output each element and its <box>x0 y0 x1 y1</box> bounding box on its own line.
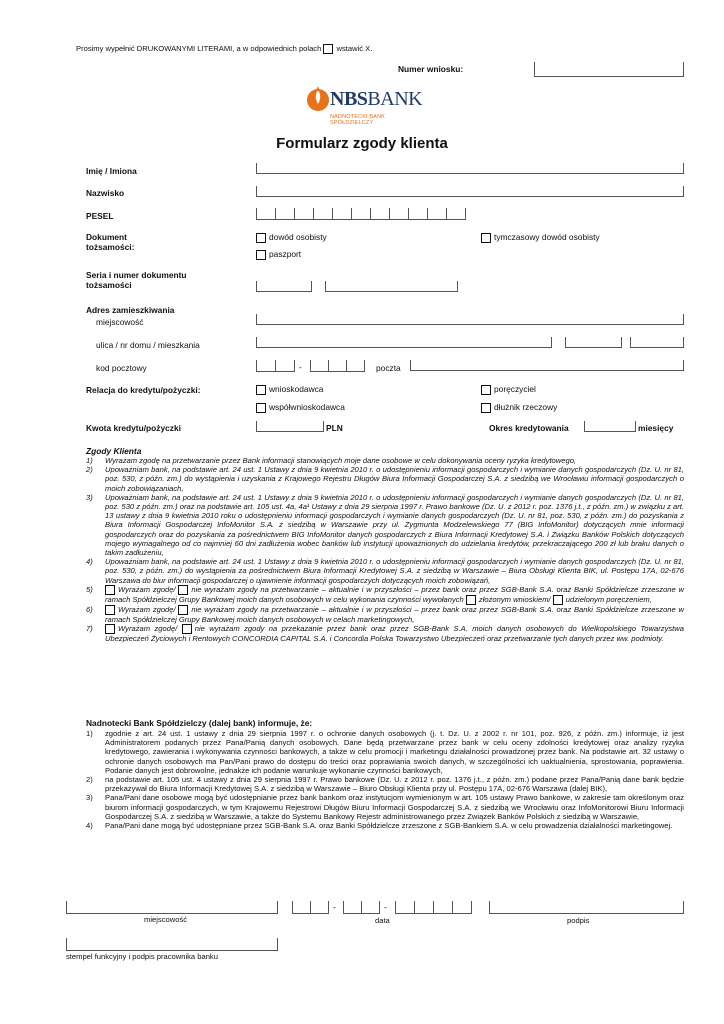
document-series-label <box>86 270 187 290</box>
relation-coapplicant[interactable] <box>256 402 345 413</box>
info-list <box>86 729 684 830</box>
post-office-field[interactable] <box>410 360 684 371</box>
doc-option-passport[interactable] <box>256 249 301 260</box>
info-item <box>86 793 684 821</box>
logo-tagline: NADNOTECKI BANK SPÓŁDZIELCZY <box>330 114 385 126</box>
postal-dash: - <box>299 362 302 372</box>
relation-applicant[interactable] <box>256 384 323 395</box>
logo-emblem-icon <box>306 86 330 112</box>
consent-item <box>86 605 684 624</box>
id-document-label <box>86 232 134 252</box>
request-number-label: Numer wniosku: <box>398 64 464 74</box>
street-field[interactable] <box>256 337 552 348</box>
loan-period-label: Okres kredytowania <box>489 423 569 433</box>
info-item <box>86 821 684 830</box>
id-document-label-line1: Dokument <box>86 232 127 242</box>
date-dash-2: - <box>384 902 387 912</box>
consent5-application-label: złożonym wnioskiem/ <box>478 594 551 604</box>
consent5-disagree-checkbox[interactable] <box>178 585 188 595</box>
city-label: miejscowość <box>96 317 144 327</box>
request-number-field[interactable] <box>534 62 684 77</box>
consent5-agree-checkbox[interactable] <box>105 585 115 595</box>
date-dash-1: - <box>333 902 336 912</box>
doc-option-temp-id[interactable] <box>481 232 600 243</box>
first-name-label: Imię / Imiona <box>86 166 137 176</box>
doc-temp-id-checkbox[interactable] <box>481 233 491 243</box>
bank-stamp-label: stempel funkcyjny i podpis pracownika banku <box>66 952 218 961</box>
consent7-agree-label: Wyrażam zgodę/ <box>118 624 178 634</box>
logo-brand-bold: NBS <box>330 88 368 110</box>
consent5-text: nie wyrażam zgody na przetwarzanie – aktualnie i w przyszłości – przez bank oraz przez SGB-Bank S.A. oraz Banki Spółdzielcze zrzeszone w ramach Spółdzielczej Grupy Bankowej moich danych osobowych w celu wykonania czynności wywołanych <box>105 584 684 604</box>
last-name-label: Nazwisko <box>86 188 125 198</box>
consent7-agree-checkbox[interactable] <box>105 624 115 634</box>
months-label: miesięcy <box>638 423 674 433</box>
consent-num: 6) <box>86 604 93 614</box>
consent6-agree-checkbox[interactable] <box>105 605 115 615</box>
date-label: data <box>375 916 390 925</box>
info-num: 1) <box>86 729 93 738</box>
consent6-text: nie wyrażam zgody na przetwarzanie – aktualnie i w przyszłości – przez bank oraz przez SGB-Bank S.A. oraz Banki Spółdzielcze zrzeszone w ramach Spółdzielczej Grupy Bankowej moich danych osobowych w celach marketingowych, <box>105 604 684 624</box>
consent-item <box>86 456 684 465</box>
signature-field[interactable] <box>489 901 684 914</box>
id-document-label-line2: tożsamości: <box>86 242 135 252</box>
instruction-checkbox <box>323 44 333 54</box>
house-number-field[interactable] <box>565 337 622 348</box>
consent-text: Wyrażam zgodę na przetwarzanie przez Bank informacji stanowiących moje dane osobowe w celu dokonywania oceny ryzyka kredytowego, <box>105 456 577 465</box>
consent-num: 2) <box>86 465 93 475</box>
rel-debtor-checkbox[interactable] <box>481 403 491 413</box>
doc-id-card-label: dowód osobisty <box>269 232 327 242</box>
pesel-field[interactable] <box>256 208 466 220</box>
rel-coapplicant-checkbox[interactable] <box>256 403 266 413</box>
series-label-line1: Seria i numer dokumentu <box>86 270 187 280</box>
last-name-field[interactable] <box>256 186 684 197</box>
consent-num: 1) <box>86 456 93 465</box>
consent-item <box>86 557 684 585</box>
fill-instruction <box>76 44 372 54</box>
place-field[interactable] <box>66 901 278 914</box>
signature-label: podpis <box>567 916 590 925</box>
info-heading: Nadnotecki Bank Spółdzielczy (dalej bank) informuje, że: <box>86 718 313 728</box>
place-label: miejscowość <box>144 915 188 924</box>
currency-label: PLN <box>326 423 343 433</box>
consent-num: 4) <box>86 557 93 567</box>
info-num: 3) <box>86 793 93 803</box>
series-label-line2: tożsamości <box>86 280 132 290</box>
pesel-label: PESEL <box>86 211 114 221</box>
postal-code-first-field[interactable] <box>256 360 295 372</box>
consents-heading: Zgody Klienta <box>86 446 142 456</box>
consent5-guarantee-label: udzielonym poręczeniem, <box>565 594 652 604</box>
nbs-bank-logo <box>306 86 426 130</box>
date-month-field[interactable] <box>343 901 380 914</box>
rel-debtor-label: dłużnik rzeczowy <box>494 402 558 412</box>
info-item <box>86 729 684 775</box>
consent-text: Upoważniam bank, na podstawie art. 24 ust. 1 Ustawy z dnia 9 kwietnia 2010 r. o udostępnieniu informacji gospodarczych i wymianie danych gospodarczych (Dz. U. nr 81, poz. 530, z późn. zm.) do wystąpienia za pośrednictwem Biura Informacji Kredytowej S.A. z siedzibą w Warszawie – Biura Obsługi Klienta BIK, ul. Postępu 17A, 02-676 Warszawa do biur informacji gospodarczej o ujawnienie informacji gospodarczych dotyczących moich zobowiązań, <box>105 557 684 585</box>
info-num: 4) <box>86 821 93 831</box>
post-office-label: poczta <box>376 363 401 373</box>
consent7-disagree-checkbox[interactable] <box>182 624 192 634</box>
form-title: Formularz zgody klienta <box>276 135 448 152</box>
relation-label: Relacja do kredytu/pożyczki: <box>86 385 201 395</box>
city-field[interactable] <box>256 314 684 325</box>
consent-text: Upoważniam bank, na podstawie art. 24 ust. 1 Ustawy z dnia 9 kwietnia 2010 r. o udostępnieniu informacji gospodarczych i wymianie danych gospodarczych (Dz. U. nr 81, poz. 530, z późn. zm.) do wystąpienia i uzyskania z Krajowego Rejestru Długów Biura Informacji Gospodarczej S.A. z siedzibą we Wrocławiu informacji gospodarczych o moich zobowiązaniach, <box>105 465 684 493</box>
consent7-text: nie wyrażam zgody na przekazanie przez bank oraz przez SGB-Bank S.A. moich danych osobowych do Wielkopolskiego Towarzystwa Ubezpieczeń Życiowych i Rentowych CONCORDIA CAPITAL S.A. i Concordia Polska Towarzystwo Ubezpieczeń oraz przetwarzanie tych danych przez ww. podmioty. <box>105 624 684 644</box>
rel-applicant-label: wnioskodawca <box>269 384 324 394</box>
consent-text: Upoważniam bank, na podstawie art. 24 ust. 1 Ustawy z dnia 9 kwietnia 2010 r. o udostępnieniu informacji gospodarczych i wymianie danych gospodarczych (Dz. U. nr 81, poz. 530 z późn. zm.) oraz na podstawie art. 105 ust. 4a, 4a¹ Ustawy z dnia 29 sierpnia 1997 r. Prawo bankowe (Dz. U. z 2012 r. poz. 1376 j.t., z późn. zm.) w związku z art. 13 ustawy z dnia 9 kwietnia 2010 roku o udostępnieniu informacji gospodarczych i wymianie danych gospodarczych (Dz. U. nr 81, poz. 530, z późn. zm.) do pozyskania z Biura Informacji Gospodarczej InfoMonitor S.A. z siedzibą w Warszawie przy ul. Zygmunta Modzelewskiego 77 (BIG InfoMonitor) dotyczących mnie informacji gospodarczych oraz do pozyskania za pośrednictwem BIG InfoMonitor danych gospodarczych z Biura Informacji Kredytowej S.A. i Związku Banków Polskich dotyczących mojego wymagalnego od co najmniej 60 dni zadłużenia wobec banków lub instytucji upoważnionych do udzielania kredytów, przekraczającego 200 zł lub braku danych o takim zadłużeniu, <box>105 492 684 558</box>
consent-item <box>86 585 684 605</box>
date-day-field[interactable] <box>292 901 329 914</box>
loan-amount-field[interactable] <box>256 421 324 432</box>
info-text: na podstawie art. 105 ust. 4 ustawy z dnia 29 sierpnia 1997 r. Prawo bankowe (Dz. U. z 2012 r. poz. 1376 j.t., z późn. zm.) podane przez Pana/Panią dane bank będzie przekazywał do Biura Informacji Kredytowej S.A. z siedzibą w Warszawie – Biuro Obsługi Klienta przy ul. Postępu 17A, 02-676 Warszawa (dalej BIK), <box>105 775 684 794</box>
rel-coapplicant-label: współwnioskodawca <box>269 402 345 412</box>
doc-passport-checkbox[interactable] <box>256 250 266 260</box>
first-name-field[interactable] <box>256 163 684 174</box>
relation-guarantor[interactable] <box>481 384 536 395</box>
bank-stamp-field[interactable] <box>66 938 278 951</box>
consent5-guarantee-checkbox[interactable] <box>553 595 563 605</box>
consent-num: 7) <box>86 624 93 634</box>
consents-list <box>86 456 684 643</box>
rel-guarantor-label: poręczyciel <box>494 384 536 394</box>
consent5-application-checkbox[interactable] <box>466 595 476 605</box>
consent6-disagree-checkbox[interactable] <box>178 605 188 615</box>
doc-option-id-card[interactable] <box>256 232 327 243</box>
street-label: ulica / nr domu / mieszkania <box>96 340 200 350</box>
info-text: Pana/Pani dane osobowe mogą być udostępnianie przez bank bankom oraz instytucjom wymienionym w art. 105 ustawy Prawo bankowe, w zakresie tam określonym oraz biurom informacji gospodarczych, w tym Krajowemu Rejestrowi Długów Biuru Informacji Gospodarczej S.A. z siedzibą we Wrocławiu oraz InfoMonitorowi Biuru Informacji Gospodarczej S.A. z siedzibą w Warszawie, a także do Systemu Bankowy Rejestr administrowanego przez Związek Banków Polskich z siedzibą w Warszawie, <box>105 793 684 821</box>
doc-id-card-checkbox[interactable] <box>256 233 266 243</box>
postal-code-second-field[interactable] <box>310 360 365 372</box>
consent6-agree-label: Wyrażam zgodę/ <box>118 604 176 614</box>
doc-passport-label: paszport <box>269 249 302 259</box>
consent-item <box>86 465 684 493</box>
relation-debtor[interactable] <box>481 402 557 413</box>
info-num: 2) <box>86 775 93 785</box>
info-text: Pana/Pani dane mogą być udostępniane przez SGB-Bank S.A. oraz Banki Spółdzielcze zrzeszone z SGB-Bankiem S.A. w celu prowadzenia działalności marketingowej. <box>105 821 673 831</box>
address-label: Adres zamieszkiwania <box>86 305 175 315</box>
document-number-field[interactable] <box>325 281 458 292</box>
postal-code-label: kod pocztowy <box>96 363 147 373</box>
consent-item <box>86 493 684 557</box>
info-text: zgodnie z art. 24 ust. 1 ustawy z dnia 29 sierpnia 1997 r. o ochronie danych osobowych (j. t. Dz. U. z 2002 r. nr 101, poz. 926, z późn. zm.) informuje, iż jest Administratorem podanych przez Pana/Panią danych osobowych. Dane będą przetwarzane przez bank w celu oceny zdolności kredytowej oraz analizy ryzyka kredytowego, zawierania i wykonywania czynności bankowych, a także w celu promocji i marketingu działalności prowadzonej przez bank. Na podstawie art. 32 ustawy o ochronie danych osobowych ma Pan/Pani prawo do dostępu do treści oraz poprawiania swoich danych, w szczególności ich uaktualnienia, sprostowania, poprawienia. Podanie danych jest dobrowolne, jednakże ich podanie warunkuje wykonanie czynności bankowych, <box>105 729 684 775</box>
consent5-agree-label: Wyrażam zgodę/ <box>118 584 176 594</box>
date-year-field[interactable] <box>395 901 472 914</box>
apartment-number-field[interactable] <box>630 337 684 348</box>
logo-wordmark <box>330 88 422 111</box>
info-item <box>86 775 684 793</box>
consent-item <box>86 624 684 643</box>
loan-period-field[interactable] <box>584 421 636 432</box>
loan-amount-label: Kwota kredytu/pożyczki <box>86 423 181 433</box>
doc-temp-id-label: tymczasowy dowód osobisty <box>494 232 600 242</box>
rel-guarantor-checkbox[interactable] <box>481 385 491 395</box>
document-series-field[interactable] <box>256 281 312 292</box>
rel-applicant-checkbox[interactable] <box>256 385 266 395</box>
instruction-suffix: wstawić X. <box>336 44 373 53</box>
logo-brand-rest: BANK <box>367 88 423 110</box>
consent-num: 3) <box>86 492 93 502</box>
instruction-prefix: Prosimy wypełnić DRUKOWANYMI LITERAMI, a w odpowiednich polach <box>76 44 322 53</box>
consent-num: 5) <box>86 584 93 594</box>
